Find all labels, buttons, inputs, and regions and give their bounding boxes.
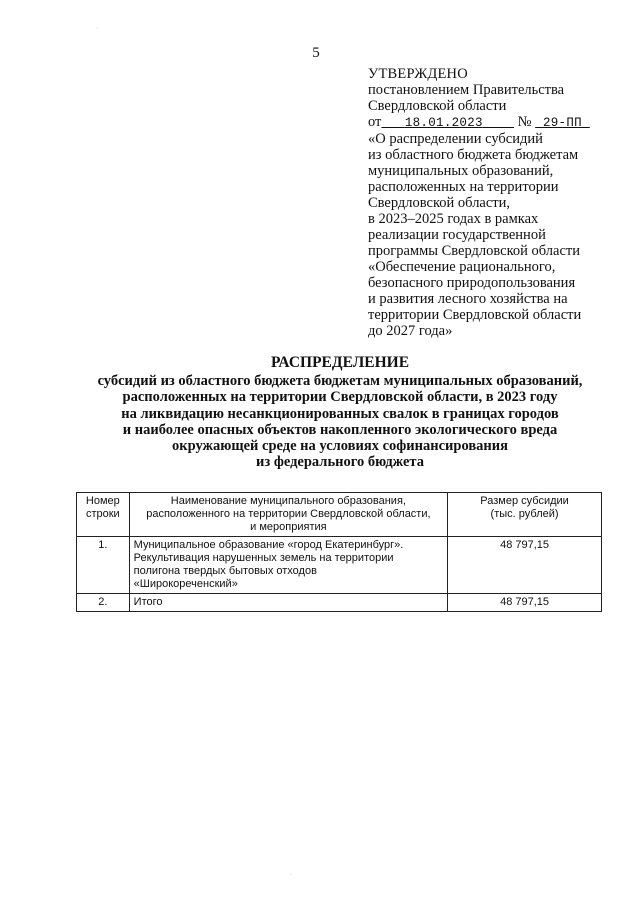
scan-speck: · [96, 26, 98, 32]
approval-block [368, 66, 618, 339]
date-value: 18.01.2023 [404, 116, 483, 130]
header-number: Номер строки [77, 493, 130, 537]
document-subtitle-line: из федерального бюджета [256, 454, 424, 471]
approval-line: Свердловской области [368, 98, 507, 114]
scan-speck: · [290, 872, 292, 878]
document-subtitle-line: расположенных на территории Свердловской области, в 2023 году [122, 389, 558, 406]
row-amount: 48 797,15 [448, 594, 602, 612]
row-amount: 48 797,15 [448, 537, 602, 594]
approval-title-line: расположенных на территории [368, 179, 559, 195]
header-amount: Размер субсидии (тыс. рублей) [448, 493, 602, 537]
approval-title-line: «О распределении субсидий [368, 131, 543, 147]
approval-title-line: Свердловской области, [368, 195, 511, 211]
page-number: 5 [312, 45, 320, 61]
header-name: Наименование муниципального образования, расположенного на территории Свердловской области, и мероприятия [129, 493, 447, 537]
document-subtitle-line: на ликвидацию несанкционированных свалок в границах городов [121, 405, 559, 422]
approval-title-line: и развития лесного хозяйства на [368, 291, 568, 307]
document-subtitle-line: субсидий из областного бюджета бюджетам муниципальных образований, [97, 373, 583, 390]
document-subtitle-line: окружающей среде на условиях софинансирования [172, 438, 508, 455]
approval-heading: УТВЕРЖДЕНО [368, 66, 468, 82]
approval-title-line: из областного бюджета бюджетам [368, 147, 579, 163]
approval-title-line: территории Свердловской области [368, 307, 582, 323]
subsidy-table [76, 492, 602, 612]
approval-title-line: в 2023–2025 годах в рамках [368, 211, 539, 227]
number-prefix: № [517, 114, 532, 130]
table-row [77, 594, 602, 612]
table-header-row [77, 493, 602, 537]
row-name: Итого [129, 594, 447, 612]
approval-title-line: муниципальных образований, [368, 163, 554, 179]
document-title: РАСПРЕДЕЛЕНИЕ [270, 354, 410, 371]
approval-title-line: безопасного природопользования [368, 275, 576, 291]
number-value: 29-ПП [542, 116, 582, 130]
approval-date-line [368, 114, 618, 131]
date-prefix: от [368, 114, 382, 130]
approval-title-line: до 2027 года» [368, 323, 453, 339]
row-name: Муниципальное образование «город Екатеринбург». Рекультивация нарушенных земель на территории полигона твердых бытовых отходов «Широкореченский» [129, 537, 447, 594]
document-subtitle-line: и наиболее опасных объектов накопленного экологического вреда [122, 421, 558, 438]
approval-title-line: «Обеспечение рационального, [368, 259, 556, 275]
row-number: 2. [77, 594, 130, 612]
approval-title-line: программы Свердловской области [368, 243, 581, 259]
row-number: 1. [77, 537, 130, 594]
approval-line: постановлением Правительства [368, 82, 565, 98]
document-heading [60, 355, 620, 470]
table-row [77, 537, 602, 594]
approval-title-line: реализации государственной [368, 227, 546, 243]
